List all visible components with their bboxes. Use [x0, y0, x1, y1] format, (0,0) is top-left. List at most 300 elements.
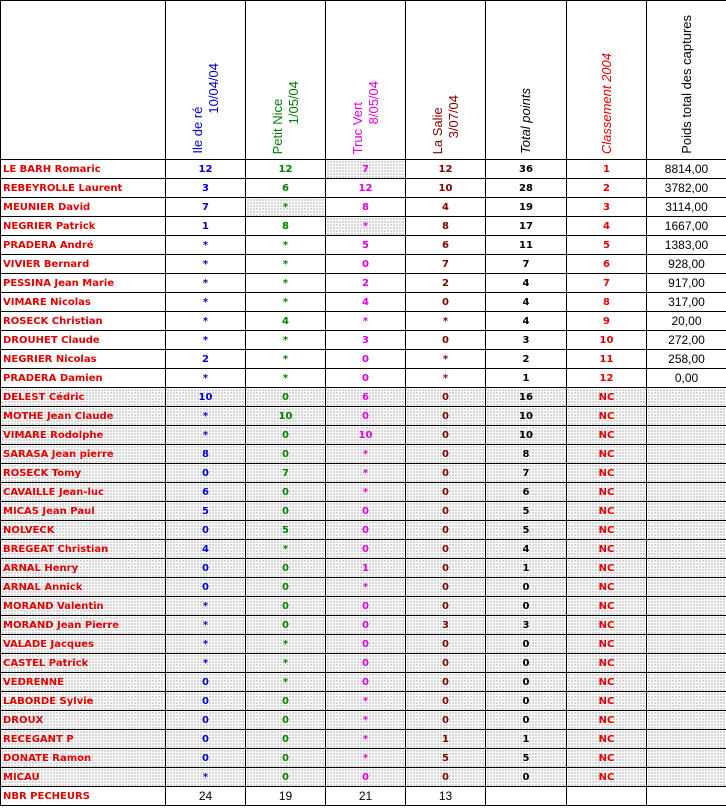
player-name: REBEYROLLE Laurent: [1, 179, 166, 198]
player-name: VIMARE Rodolphe: [1, 426, 166, 445]
score-cell: NC: [567, 616, 647, 635]
weight-cell: [647, 578, 726, 597]
score-cell: 4: [246, 312, 326, 331]
player-name: NOLVECK: [1, 521, 166, 540]
score-cell: NC: [567, 635, 647, 654]
score-cell: 2: [486, 350, 567, 369]
weight-cell: 258,00: [647, 350, 726, 369]
weight-cell: 317,00: [647, 293, 726, 312]
header-date: 3/07/04: [445, 94, 461, 138]
score-cell: NC: [567, 559, 647, 578]
score-cell: *: [166, 274, 246, 293]
score-cell: 0: [246, 559, 326, 578]
score-cell: 5: [406, 749, 486, 768]
table-row: [1, 578, 726, 597]
score-cell: 5: [567, 236, 647, 255]
player-name: PRADERA André: [1, 236, 166, 255]
score-cell: 0: [406, 407, 486, 426]
score-cell: 12: [166, 160, 246, 179]
score-cell: 0: [246, 502, 326, 521]
score-cell: 8: [406, 217, 486, 236]
score-cell: 0: [246, 445, 326, 464]
player-name: MEUNIER David: [1, 198, 166, 217]
score-cell: 6: [567, 255, 647, 274]
score-cell: 0: [326, 616, 406, 635]
score-cell: 0: [246, 426, 326, 445]
score-cell: 5: [486, 749, 567, 768]
player-name: VIVIER Bernard: [1, 255, 166, 274]
score-cell: 8: [326, 198, 406, 217]
weight-cell: [647, 483, 726, 502]
score-cell: NC: [567, 426, 647, 445]
score-cell: 0: [166, 578, 246, 597]
score-cell: 0: [246, 597, 326, 616]
score-cell: 0: [406, 578, 486, 597]
score-cell: 0: [406, 483, 486, 502]
score-cell: 1: [406, 730, 486, 749]
player-name: MORAND Valentin: [1, 597, 166, 616]
score-cell: *: [166, 293, 246, 312]
score-cell: 10: [246, 407, 326, 426]
score-cell: NC: [567, 407, 647, 426]
table-row: [1, 160, 726, 179]
footer-empty: [647, 787, 726, 806]
score-cell: *: [246, 274, 326, 293]
player-name: DELEST Cédric: [1, 388, 166, 407]
header-empty: [1, 1, 166, 160]
player-name: MOTHE Jean Claude: [1, 407, 166, 426]
table-row: [1, 521, 726, 540]
score-cell: 0: [406, 768, 486, 787]
header-la-salie: [406, 1, 486, 160]
score-cell: 0: [406, 426, 486, 445]
score-cell: NC: [567, 464, 647, 483]
header-ile-de-re: [166, 1, 246, 160]
player-name: LABORDE Sylvie: [1, 692, 166, 711]
score-cell: 12: [246, 160, 326, 179]
header-petit-nice: [246, 1, 326, 160]
score-cell: NC: [567, 578, 647, 597]
weight-cell: [647, 502, 726, 521]
weight-cell: 917,00: [647, 274, 726, 293]
player-name: ARNAL Henry: [1, 559, 166, 578]
header-row: [1, 1, 726, 160]
score-cell: 0: [326, 673, 406, 692]
score-cell: 0: [246, 730, 326, 749]
score-cell: 4: [486, 293, 567, 312]
score-cell: 5: [486, 502, 567, 521]
score-cell: *: [326, 749, 406, 768]
score-cell: NC: [567, 540, 647, 559]
score-cell: 0: [326, 350, 406, 369]
weight-cell: [647, 540, 726, 559]
player-name: VIMARE Nicolas: [1, 293, 166, 312]
table-row: [1, 673, 726, 692]
weight-cell: [647, 407, 726, 426]
score-cell: *: [166, 597, 246, 616]
score-cell: 12: [567, 369, 647, 388]
table-row: [1, 445, 726, 464]
score-cell: 4: [567, 217, 647, 236]
score-cell: *: [166, 255, 246, 274]
score-cell: 0: [406, 540, 486, 559]
table-row: [1, 388, 726, 407]
score-cell: 0: [406, 559, 486, 578]
score-cell: *: [406, 369, 486, 388]
player-name: MICAS Jean Paul: [1, 502, 166, 521]
score-cell: *: [246, 369, 326, 388]
score-cell: 1: [486, 730, 567, 749]
header-place: Petit Nice: [269, 98, 285, 154]
table-row: [1, 274, 726, 293]
score-cell: *: [326, 312, 406, 331]
score-cell: 0: [166, 521, 246, 540]
score-cell: 0: [246, 711, 326, 730]
score-cell: 28: [486, 179, 567, 198]
score-cell: 0: [326, 768, 406, 787]
score-cell: 0: [246, 578, 326, 597]
score-cell: *: [166, 369, 246, 388]
header-place: Ile de ré: [189, 107, 205, 154]
weight-cell: 3782,00: [647, 179, 726, 198]
score-cell: 0: [406, 445, 486, 464]
weight-cell: 928,00: [647, 255, 726, 274]
table-row: [1, 768, 726, 787]
weight-cell: [647, 635, 726, 654]
score-cell: 7: [486, 255, 567, 274]
score-cell: 2: [326, 274, 406, 293]
table-row: [1, 502, 726, 521]
weight-cell: [647, 597, 726, 616]
table-row: [1, 255, 726, 274]
score-cell: 0: [326, 654, 406, 673]
score-cell: 3: [486, 331, 567, 350]
score-cell: 0: [486, 578, 567, 597]
score-cell: 8: [486, 445, 567, 464]
header-date: 10/04/04: [205, 63, 221, 114]
score-cell: *: [326, 692, 406, 711]
table-row: [1, 217, 726, 236]
header-classement-label: Classement 2004: [598, 52, 614, 154]
score-cell: 2: [567, 179, 647, 198]
table-row: [1, 350, 726, 369]
score-cell: 0: [406, 521, 486, 540]
score-cell: 0: [406, 654, 486, 673]
score-cell: 11: [486, 236, 567, 255]
player-name: VEDRENNE: [1, 673, 166, 692]
score-cell: 1: [166, 217, 246, 236]
score-cell: 7: [567, 274, 647, 293]
score-cell: *: [166, 426, 246, 445]
score-cell: 5: [326, 236, 406, 255]
score-cell: 0: [406, 331, 486, 350]
score-cell: 0: [406, 464, 486, 483]
score-cell: *: [406, 312, 486, 331]
score-cell: 0: [166, 673, 246, 692]
score-cell: 0: [166, 730, 246, 749]
score-cell: 0: [406, 293, 486, 312]
score-cell: NC: [567, 730, 647, 749]
score-cell: 0: [406, 692, 486, 711]
score-cell: 1: [486, 369, 567, 388]
score-cell: *: [166, 236, 246, 255]
table-row: [1, 331, 726, 350]
score-cell: *: [246, 350, 326, 369]
score-cell: 0: [406, 502, 486, 521]
table-row: [1, 483, 726, 502]
weight-cell: [647, 388, 726, 407]
score-cell: *: [166, 616, 246, 635]
score-cell: NC: [567, 654, 647, 673]
score-cell: 6: [246, 179, 326, 198]
header-total-points: [486, 1, 567, 160]
player-name: MORAND Jean Pierre: [1, 616, 166, 635]
table-row: [1, 312, 726, 331]
score-cell: NC: [567, 692, 647, 711]
score-cell: 0: [246, 692, 326, 711]
score-cell: 0: [326, 635, 406, 654]
score-cell: *: [166, 768, 246, 787]
score-cell: 0: [486, 692, 567, 711]
score-cell: 0: [326, 597, 406, 616]
footer-label: NBR PECHEURS: [1, 787, 166, 806]
table-row: [1, 711, 726, 730]
footer-count: 19: [246, 787, 326, 806]
score-cell: 1: [486, 559, 567, 578]
score-cell: 3: [567, 198, 647, 217]
score-cell: 0: [486, 711, 567, 730]
weight-cell: 1667,00: [647, 217, 726, 236]
weight-cell: 8814,00: [647, 160, 726, 179]
weight-cell: [647, 616, 726, 635]
score-cell: 5: [166, 502, 246, 521]
score-cell: *: [246, 255, 326, 274]
score-cell: 0: [486, 597, 567, 616]
header-date: 1/05/04: [285, 80, 301, 124]
score-cell: 4: [486, 274, 567, 293]
score-cell: 5: [246, 521, 326, 540]
score-cell: 6: [486, 483, 567, 502]
player-name: DROUX: [1, 711, 166, 730]
score-cell: 6: [326, 388, 406, 407]
score-cell: 0: [166, 464, 246, 483]
score-cell: 7: [246, 464, 326, 483]
weight-cell: 1383,00: [647, 236, 726, 255]
weight-cell: [647, 768, 726, 787]
table-row: [1, 426, 726, 445]
score-cell: 0: [246, 768, 326, 787]
weight-cell: [647, 654, 726, 673]
score-cell: 10: [486, 426, 567, 445]
header-truc-vert: [326, 1, 406, 160]
score-cell: 0: [166, 692, 246, 711]
score-cell: 9: [567, 312, 647, 331]
score-cell: NC: [567, 673, 647, 692]
table-row: [1, 407, 726, 426]
score-cell: 3: [166, 179, 246, 198]
header-place: La Salie: [429, 107, 445, 154]
score-cell: *: [166, 654, 246, 673]
score-cell: *: [326, 217, 406, 236]
score-cell: 12: [326, 179, 406, 198]
score-cell: 0: [246, 483, 326, 502]
footer-empty: [486, 787, 567, 806]
score-cell: *: [326, 483, 406, 502]
score-cell: *: [246, 673, 326, 692]
score-cell: 4: [406, 198, 486, 217]
player-name: CAVAILLE Jean-luc: [1, 483, 166, 502]
table-row: [1, 635, 726, 654]
table-row: [1, 293, 726, 312]
player-name: BREGEAT Christian: [1, 540, 166, 559]
score-cell: 0: [326, 255, 406, 274]
score-cell: NC: [567, 749, 647, 768]
score-cell: 2: [406, 274, 486, 293]
player-name: PRADERA Damien: [1, 369, 166, 388]
table-row: [1, 179, 726, 198]
player-name: ROSECK Tomy: [1, 464, 166, 483]
table-row: [1, 749, 726, 768]
score-cell: 6: [406, 236, 486, 255]
score-cell: *: [326, 445, 406, 464]
score-cell: 0: [326, 540, 406, 559]
player-name: CASTEL Patrick: [1, 654, 166, 673]
score-cell: 7: [166, 198, 246, 217]
player-name: DONATE Ramon: [1, 749, 166, 768]
score-cell: 10: [406, 179, 486, 198]
score-cell: 0: [166, 559, 246, 578]
score-cell: NC: [567, 445, 647, 464]
score-cell: NC: [567, 521, 647, 540]
weight-cell: 20,00: [647, 312, 726, 331]
score-cell: *: [326, 711, 406, 730]
score-cell: 19: [486, 198, 567, 217]
score-cell: 8: [567, 293, 647, 312]
score-cell: 3: [486, 616, 567, 635]
score-cell: 11: [567, 350, 647, 369]
score-cell: 5: [486, 521, 567, 540]
weight-cell: [647, 464, 726, 483]
score-cell: 10: [326, 426, 406, 445]
score-cell: 8: [166, 445, 246, 464]
table-row: [1, 369, 726, 388]
player-name: PESSINA Jean Marie: [1, 274, 166, 293]
score-cell: 7: [406, 255, 486, 274]
score-cell: 0: [406, 597, 486, 616]
score-cell: 1: [326, 559, 406, 578]
score-cell: 1: [567, 160, 647, 179]
score-cell: NC: [567, 711, 647, 730]
table-row: [1, 236, 726, 255]
score-cell: 6: [166, 483, 246, 502]
score-cell: *: [246, 540, 326, 559]
score-cell: 4: [486, 540, 567, 559]
score-cell: 12: [406, 160, 486, 179]
weight-cell: [647, 426, 726, 445]
score-cell: *: [166, 635, 246, 654]
table-row: [1, 730, 726, 749]
table-row: [1, 559, 726, 578]
player-name: VALADE Jacques: [1, 635, 166, 654]
player-name: LE BARH Romaric: [1, 160, 166, 179]
score-cell: 0: [246, 388, 326, 407]
score-cell: NC: [567, 502, 647, 521]
table-row: [1, 464, 726, 483]
score-cell: 0: [486, 635, 567, 654]
player-name: SARASA Jean pierre: [1, 445, 166, 464]
header-date: 8/05/04: [365, 80, 381, 124]
score-cell: 10: [486, 407, 567, 426]
weight-cell: [647, 445, 726, 464]
table-row: [1, 692, 726, 711]
score-cell: *: [246, 236, 326, 255]
score-cell: 7: [486, 464, 567, 483]
score-cell: 4: [326, 293, 406, 312]
score-cell: *: [246, 331, 326, 350]
player-name: MICAU: [1, 768, 166, 787]
header-classement: [567, 1, 647, 160]
footer-empty: [567, 787, 647, 806]
score-cell: NC: [567, 388, 647, 407]
score-cell: *: [326, 730, 406, 749]
score-cell: 36: [486, 160, 567, 179]
player-name: RECEGANT P: [1, 730, 166, 749]
score-cell: *: [246, 198, 326, 217]
table-row: [1, 540, 726, 559]
score-cell: 17: [486, 217, 567, 236]
score-cell: 10: [567, 331, 647, 350]
weight-cell: 272,00: [647, 331, 726, 350]
score-cell: NC: [567, 483, 647, 502]
header-poids-label: Poids total des captures: [678, 15, 694, 154]
score-cell: 0: [246, 749, 326, 768]
score-cell: 0: [166, 749, 246, 768]
weight-cell: [647, 673, 726, 692]
weight-cell: 0,00: [647, 369, 726, 388]
score-cell: *: [246, 654, 326, 673]
header-poids: [647, 1, 726, 160]
weight-cell: [647, 711, 726, 730]
player-name: NEGRIER Nicolas: [1, 350, 166, 369]
score-cell: *: [406, 350, 486, 369]
score-cell: 3: [406, 616, 486, 635]
score-cell: 4: [486, 312, 567, 331]
score-cell: *: [246, 293, 326, 312]
weight-cell: [647, 559, 726, 578]
score-cell: 8: [246, 217, 326, 236]
table-row: [1, 198, 726, 217]
score-cell: *: [326, 578, 406, 597]
score-cell: NC: [567, 768, 647, 787]
score-cell: *: [246, 635, 326, 654]
score-cell: 0: [406, 711, 486, 730]
score-cell: 0: [326, 502, 406, 521]
score-cell: 2: [166, 350, 246, 369]
table-row: [1, 597, 726, 616]
player-name: ROSECK Christian: [1, 312, 166, 331]
score-cell: *: [326, 464, 406, 483]
weight-cell: [647, 749, 726, 768]
score-cell: 0: [486, 654, 567, 673]
player-name: NEGRIER Patrick: [1, 217, 166, 236]
weight-cell: [647, 730, 726, 749]
score-cell: 0: [486, 673, 567, 692]
score-cell: NC: [567, 597, 647, 616]
footer-count: 21: [326, 787, 406, 806]
player-name: DROUHET Claude: [1, 331, 166, 350]
weight-cell: [647, 692, 726, 711]
player-name: ARNAL Annick: [1, 578, 166, 597]
